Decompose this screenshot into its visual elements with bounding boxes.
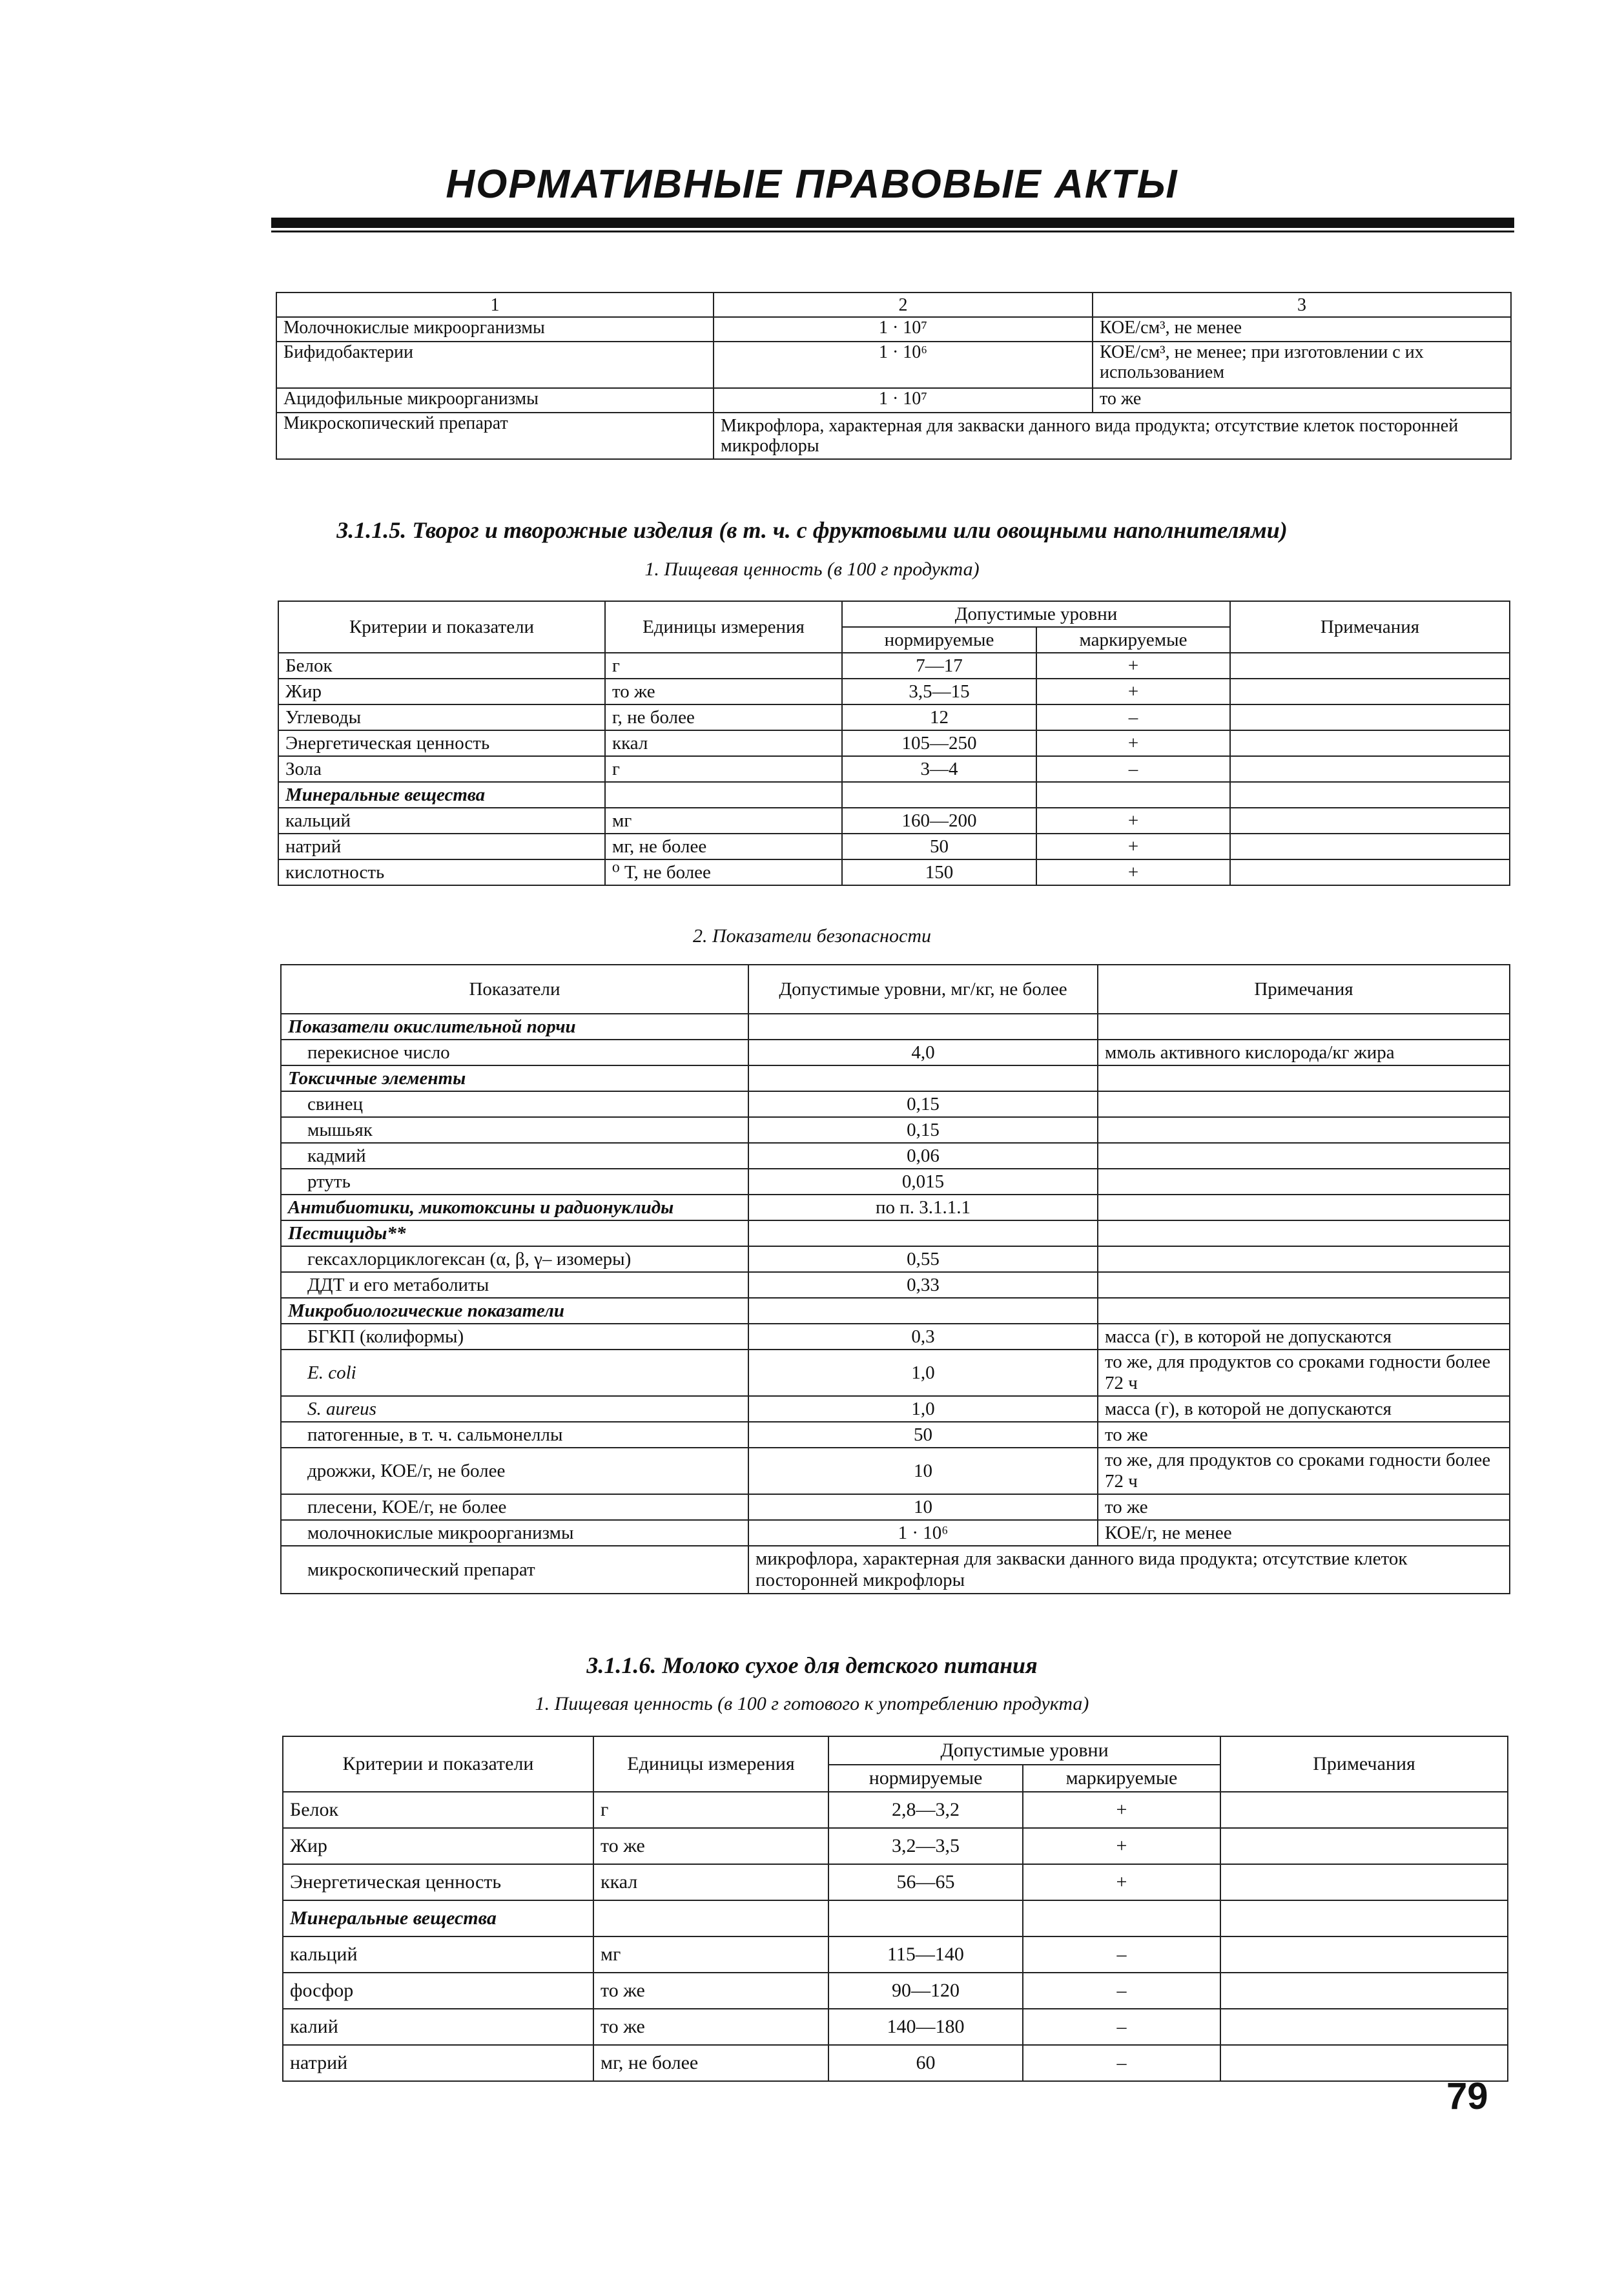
row-name: Микроскопический препарат bbox=[276, 413, 714, 459]
group-label: Пестициды** bbox=[281, 1220, 748, 1246]
row-note bbox=[1098, 1169, 1510, 1195]
col-safety-notes: Примечания bbox=[1098, 965, 1510, 1014]
row-value: 0,06 bbox=[748, 1143, 1098, 1169]
col-units: Единицы измерения bbox=[593, 1736, 828, 1792]
group-label: Показатели окислительной порчи bbox=[281, 1014, 748, 1040]
row-name: перекисное число bbox=[281, 1040, 748, 1065]
page-number: 79 bbox=[1446, 2075, 1488, 2117]
row-merged-note: микрофлора, характерная для закваски данного вида продукта; отсутствие клеток посторонней микрофлоры bbox=[748, 1546, 1510, 1594]
table-row bbox=[281, 1546, 1510, 1594]
row-value: по п. 3.1.1.1 bbox=[748, 1195, 1098, 1220]
table-row bbox=[281, 1448, 1510, 1494]
empty-cell bbox=[748, 1220, 1098, 1246]
table-header-row bbox=[276, 293, 1511, 317]
row-value: 1,0 bbox=[748, 1350, 1098, 1396]
row-name: ДДТ и его метаболиты bbox=[281, 1272, 748, 1298]
row-unit: то же bbox=[605, 679, 842, 704]
row-unit: г bbox=[605, 653, 842, 679]
table-row bbox=[281, 1246, 1510, 1272]
row-normed-value: 90—120 bbox=[828, 1973, 1023, 2009]
row-name: Энергетическая ценность bbox=[278, 730, 605, 756]
row-normed-value: 3—4 bbox=[842, 756, 1036, 782]
empty-cell bbox=[748, 1065, 1098, 1091]
table-row bbox=[278, 756, 1510, 782]
col-notes: Примечания bbox=[1220, 1736, 1508, 1792]
row-note: ммоль активного кислорода/кг жира bbox=[1098, 1040, 1510, 1065]
row-note bbox=[1220, 1792, 1508, 1828]
row-value: 0,015 bbox=[748, 1169, 1098, 1195]
row-name: молочнокислые микроорганизмы bbox=[281, 1520, 748, 1546]
row-note: то же bbox=[1098, 1494, 1510, 1520]
row-name: S. aureus bbox=[281, 1396, 748, 1422]
row-marked: + bbox=[1036, 859, 1230, 885]
row-name: свинец bbox=[281, 1091, 748, 1117]
row-marked: + bbox=[1036, 730, 1230, 756]
row-note bbox=[1220, 2009, 1508, 2045]
group-label: Антибиотики, микотоксины и радионуклиды bbox=[281, 1195, 748, 1220]
row-note bbox=[1098, 1143, 1510, 1169]
row-name: калий bbox=[283, 2009, 593, 2045]
group-row bbox=[281, 1298, 1510, 1324]
row-marked: + bbox=[1036, 808, 1230, 834]
group-label: Микробиологические показатели bbox=[281, 1298, 748, 1324]
table-row bbox=[283, 1792, 1508, 1828]
group-label: Минеральные вещества bbox=[283, 1900, 593, 1936]
row-value: 0,15 bbox=[748, 1091, 1098, 1117]
row-value: 50 bbox=[748, 1422, 1098, 1448]
nutrition-table-315 bbox=[278, 601, 1510, 886]
row-note: КОЕ/см³, не менее; при изготовлении с их использованием bbox=[1093, 342, 1511, 388]
row-marked: + bbox=[1023, 1828, 1220, 1864]
row-marked: – bbox=[1023, 2045, 1220, 2081]
row-name: натрий bbox=[283, 2045, 593, 2081]
table-row bbox=[278, 859, 1510, 885]
row-name: БГКП (колиформы) bbox=[281, 1324, 748, 1350]
table-row bbox=[278, 834, 1510, 859]
row-note bbox=[1230, 756, 1510, 782]
col-indicators: Показатели bbox=[281, 965, 748, 1014]
empty-cell bbox=[1098, 1298, 1510, 1324]
empty-cell bbox=[748, 1298, 1098, 1324]
table-row bbox=[278, 679, 1510, 704]
header-rule bbox=[271, 218, 1514, 228]
table-row bbox=[276, 413, 1511, 459]
table-row bbox=[281, 1350, 1510, 1396]
row-note bbox=[1230, 704, 1510, 730]
row-unit: ⁰ Т, не более bbox=[605, 859, 842, 885]
row-normed-value: 3,2—3,5 bbox=[828, 1828, 1023, 1864]
col-marked: маркируемые bbox=[1036, 627, 1230, 653]
row-unit: г bbox=[593, 1792, 828, 1828]
row-note: то же bbox=[1093, 388, 1511, 413]
continuation-table bbox=[276, 292, 1512, 460]
row-note bbox=[1230, 859, 1510, 885]
row-note bbox=[1220, 1864, 1508, 1900]
empty-cell bbox=[1098, 1065, 1510, 1091]
col-normed: нормируемые bbox=[842, 627, 1036, 653]
row-note bbox=[1098, 1272, 1510, 1298]
row-marked: – bbox=[1023, 1973, 1220, 2009]
row-unit: то же bbox=[593, 2009, 828, 2045]
col-criteria: Критерии и показатели bbox=[278, 601, 605, 653]
row-name: Белок bbox=[283, 1792, 593, 1828]
row-note: то же, для продуктов со сроками годности более 72 ч bbox=[1098, 1350, 1510, 1396]
col-normed: нормируемые bbox=[828, 1765, 1023, 1792]
row-marked: + bbox=[1036, 653, 1230, 679]
row-name: плесени, КОЕ/г, не более bbox=[281, 1494, 748, 1520]
row-marked: – bbox=[1023, 2009, 1220, 2045]
row-value: 0,33 bbox=[748, 1272, 1098, 1298]
section-315-subtitle: 1. Пищевая ценность (в 100 г продукта) bbox=[644, 559, 980, 580]
empty-cell bbox=[748, 1014, 1098, 1040]
row-unit: мг, не более bbox=[593, 2045, 828, 2081]
row-value: 0,55 bbox=[748, 1246, 1098, 1272]
row-normed-value: 56—65 bbox=[828, 1864, 1023, 1900]
table-row bbox=[283, 1936, 1508, 1973]
row-value: 1,0 bbox=[748, 1396, 1098, 1422]
safety-subtitle: 2. Показатели безопасности bbox=[693, 925, 931, 947]
row-note: КОЕ/г, не менее bbox=[1098, 1520, 1510, 1546]
row-normed-value: 2,8—3,2 bbox=[828, 1792, 1023, 1828]
row-note bbox=[1220, 1936, 1508, 1973]
row-note bbox=[1230, 834, 1510, 859]
row-unit: мг, не более bbox=[605, 834, 842, 859]
row-value: 4,0 bbox=[748, 1040, 1098, 1065]
row-name: кадмий bbox=[281, 1143, 748, 1169]
page-header-title: НОРМАТИВНЫЕ ПРАВОВЫЕ АКТЫ bbox=[446, 162, 1178, 207]
empty-cell bbox=[842, 782, 1036, 808]
row-name: гексахлорциклогексан (α, β, γ– изомеры) bbox=[281, 1246, 748, 1272]
section-315-title: 3.1.1.5. Творог и творожные изделия (в т. ч. с фруктовыми или овощными наполнителями) bbox=[336, 517, 1288, 543]
table-row bbox=[283, 2045, 1508, 2081]
empty-cell bbox=[1230, 782, 1510, 808]
row-marked: – bbox=[1023, 1936, 1220, 1973]
row-note bbox=[1230, 808, 1510, 834]
table-row bbox=[278, 808, 1510, 834]
row-normed-value: 3,5—15 bbox=[842, 679, 1036, 704]
row-name: Углеводы bbox=[278, 704, 605, 730]
table-row bbox=[276, 388, 1511, 413]
empty-cell bbox=[828, 1900, 1023, 1936]
row-name: Бифидобактерии bbox=[276, 342, 714, 388]
row-name: ртуть bbox=[281, 1169, 748, 1195]
row-note bbox=[1230, 679, 1510, 704]
row-value: 0,15 bbox=[748, 1117, 1098, 1143]
row-value: 1 · 10⁷ bbox=[714, 317, 1093, 342]
row-name: E. coli bbox=[281, 1350, 748, 1396]
row-value: 10 bbox=[748, 1448, 1098, 1494]
row-note bbox=[1230, 730, 1510, 756]
column-number: 3 bbox=[1093, 293, 1511, 317]
group-row bbox=[281, 1195, 1510, 1220]
table-row bbox=[281, 1494, 1510, 1520]
row-unit: мг bbox=[605, 808, 842, 834]
table-row bbox=[281, 1040, 1510, 1065]
col-criteria: Критерии и показатели bbox=[283, 1736, 593, 1792]
table-row bbox=[281, 1272, 1510, 1298]
row-marked: + bbox=[1023, 1792, 1220, 1828]
row-unit: ккал bbox=[605, 730, 842, 756]
row-name: Зола bbox=[278, 756, 605, 782]
empty-cell bbox=[1098, 1220, 1510, 1246]
row-unit: г, не более bbox=[605, 704, 842, 730]
row-value: 0,3 bbox=[748, 1324, 1098, 1350]
table-row bbox=[283, 1828, 1508, 1864]
row-value: 10 bbox=[748, 1494, 1098, 1520]
row-normed-value: 160—200 bbox=[842, 808, 1036, 834]
table-row bbox=[281, 1422, 1510, 1448]
empty-cell bbox=[605, 782, 842, 808]
empty-cell bbox=[1098, 1195, 1510, 1220]
table-row bbox=[281, 1520, 1510, 1546]
row-value: 1 · 10⁶ bbox=[714, 342, 1093, 388]
group-label: Минеральные вещества bbox=[278, 782, 605, 808]
row-normed-value: 12 bbox=[842, 704, 1036, 730]
row-note bbox=[1098, 1091, 1510, 1117]
row-note: масса (г), в которой не допускаются bbox=[1098, 1324, 1510, 1350]
row-marked: + bbox=[1023, 1864, 1220, 1900]
table-row bbox=[281, 1324, 1510, 1350]
row-normed-value: 7—17 bbox=[842, 653, 1036, 679]
col-safety-levels: Допустимые уровни, мг/кг, не более bbox=[748, 965, 1098, 1014]
row-marked: – bbox=[1036, 704, 1230, 730]
row-merged-note: Микрофлора, характерная для закваски данного вида продукта; отсутствие клеток посторонней микрофлоры bbox=[714, 413, 1511, 459]
table-row bbox=[278, 653, 1510, 679]
table-row bbox=[281, 1169, 1510, 1195]
row-note bbox=[1220, 1828, 1508, 1864]
row-name: фосфор bbox=[283, 1973, 593, 2009]
safety-table-315 bbox=[280, 964, 1510, 1594]
row-unit: ккал bbox=[593, 1864, 828, 1900]
group-row bbox=[283, 1900, 1508, 1936]
row-normed-value: 150 bbox=[842, 859, 1036, 885]
row-unit: то же bbox=[593, 1828, 828, 1864]
row-name: Молочнокислые микроорганизмы bbox=[276, 317, 714, 342]
column-number: 2 bbox=[714, 293, 1093, 317]
row-marked: + bbox=[1036, 834, 1230, 859]
row-normed-value: 60 bbox=[828, 2045, 1023, 2081]
row-note bbox=[1220, 1973, 1508, 2009]
col-units: Единицы измерения bbox=[605, 601, 842, 653]
row-value: 1 · 10⁷ bbox=[714, 388, 1093, 413]
table-row bbox=[281, 1117, 1510, 1143]
empty-cell bbox=[593, 1900, 828, 1936]
group-row bbox=[281, 1014, 1510, 1040]
row-note: масса (г), в которой не допускаются bbox=[1098, 1396, 1510, 1422]
row-value: 1 · 10⁶ bbox=[748, 1520, 1098, 1546]
row-unit: г bbox=[605, 756, 842, 782]
empty-cell bbox=[1220, 1900, 1508, 1936]
group-row bbox=[281, 1220, 1510, 1246]
column-number: 1 bbox=[276, 293, 714, 317]
table-row bbox=[281, 1091, 1510, 1117]
row-note bbox=[1230, 653, 1510, 679]
row-name: Ацидофильные микроорганизмы bbox=[276, 388, 714, 413]
group-row bbox=[278, 782, 1510, 808]
group-row bbox=[281, 1065, 1510, 1091]
row-unit: мг bbox=[593, 1936, 828, 1973]
col-levels: Допустимые уровни bbox=[842, 601, 1230, 627]
nutrition-table-316 bbox=[282, 1736, 1508, 2082]
table-row bbox=[283, 1864, 1508, 1900]
row-name: Жир bbox=[283, 1828, 593, 1864]
row-normed-value: 50 bbox=[842, 834, 1036, 859]
row-name: натрий bbox=[278, 834, 605, 859]
section-316-subtitle: 1. Пищевая ценность (в 100 г готового к употреблению продукта) bbox=[535, 1693, 1089, 1714]
row-name: патогенные, в т. ч. сальмонеллы bbox=[281, 1422, 748, 1448]
empty-cell bbox=[1023, 1900, 1220, 1936]
row-name: кальций bbox=[278, 808, 605, 834]
row-note bbox=[1098, 1117, 1510, 1143]
row-unit: то же bbox=[593, 1973, 828, 2009]
table-row bbox=[281, 1396, 1510, 1422]
table-row bbox=[276, 342, 1511, 388]
table-row bbox=[278, 704, 1510, 730]
row-name: мышьяк bbox=[281, 1117, 748, 1143]
header-rule-thin bbox=[271, 231, 1514, 232]
empty-cell bbox=[1098, 1014, 1510, 1040]
table-row bbox=[283, 2009, 1508, 2045]
table-row bbox=[283, 1973, 1508, 2009]
table-row bbox=[281, 1143, 1510, 1169]
row-note: КОЕ/см³, не менее bbox=[1093, 317, 1511, 342]
row-note: то же, для продуктов со сроками годности более 72 ч bbox=[1098, 1448, 1510, 1494]
row-name: Жир bbox=[278, 679, 605, 704]
col-marked: маркируемые bbox=[1023, 1765, 1220, 1792]
col-levels: Допустимые уровни bbox=[828, 1736, 1220, 1765]
row-name: дрожжи, КОЕ/г, не более bbox=[281, 1448, 748, 1494]
row-note: то же bbox=[1098, 1422, 1510, 1448]
table-row bbox=[276, 317, 1511, 342]
row-name: микроскопический препарат bbox=[281, 1546, 748, 1594]
row-normed-value: 105—250 bbox=[842, 730, 1036, 756]
row-name: Энергетическая ценность bbox=[283, 1864, 593, 1900]
row-marked: + bbox=[1036, 679, 1230, 704]
row-normed-value: 140—180 bbox=[828, 2009, 1023, 2045]
empty-cell bbox=[1036, 782, 1230, 808]
row-name: кальций bbox=[283, 1936, 593, 1973]
row-marked: – bbox=[1036, 756, 1230, 782]
col-notes: Примечания bbox=[1230, 601, 1510, 653]
row-normed-value: 115—140 bbox=[828, 1936, 1023, 1973]
row-name: Белок bbox=[278, 653, 605, 679]
section-316-title: 3.1.1.6. Молоко сухое для детского питания bbox=[586, 1652, 1038, 1678]
row-name: кислотность bbox=[278, 859, 605, 885]
row-note bbox=[1098, 1246, 1510, 1272]
group-label: Токсичные элементы bbox=[281, 1065, 748, 1091]
table-row bbox=[278, 730, 1510, 756]
